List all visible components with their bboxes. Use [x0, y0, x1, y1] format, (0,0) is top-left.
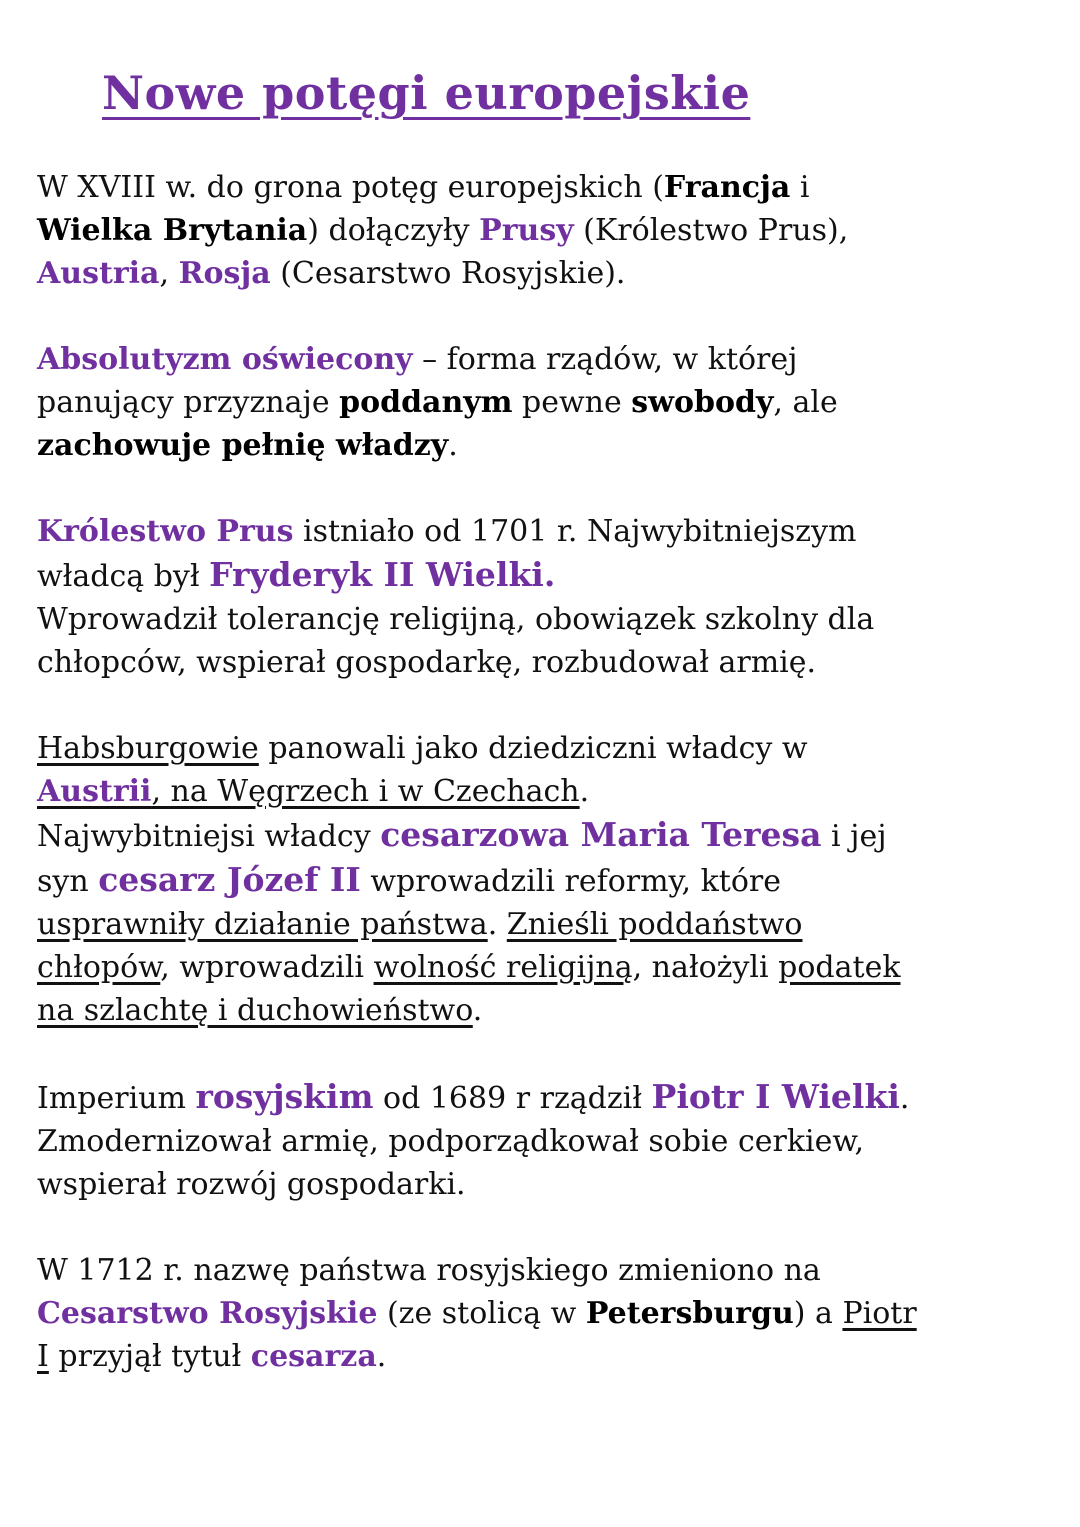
text-run: W XVIII w. do grona potęg europejskich (: [37, 170, 664, 205]
text-run: istniało od 1701 r. Najwybitniejszym: [293, 514, 857, 549]
page-title: Nowe potęgi europejskie: [102, 66, 751, 120]
text-run: Najwybitniejsi władcy: [37, 819, 381, 854]
text-run: (Królestwo Prus),: [573, 213, 849, 248]
text-line: [37, 338, 1047, 381]
text-run: ) dołączyły: [307, 213, 480, 248]
text-run: , nałożyli: [632, 950, 779, 985]
text-run: panujący przyznaje: [37, 385, 340, 420]
text-run: W 1712 r. nazwę państwa rosyjskiego zmieniono na: [37, 1253, 821, 1288]
text-run: chłopców, wspierał gospodarkę, rozbudował armię.: [37, 645, 817, 680]
emphasized-text: , na Węgrzech i w Czechach: [151, 774, 580, 809]
text-line: [37, 1335, 1047, 1378]
emphasized-text: usprawniły działanie państwa: [37, 907, 488, 942]
text-line: [37, 553, 1047, 598]
emphasized-text: Austrii: [37, 774, 152, 809]
emphasized-text: swobody: [631, 385, 774, 420]
text-run: .: [487, 907, 507, 942]
emphasized-text: Piotr I Wielki: [651, 1077, 900, 1116]
text-line: [37, 1075, 1047, 1120]
emphasized-text: Prusy: [479, 213, 574, 248]
emphasized-text: I: [37, 1339, 49, 1374]
text-line: [37, 166, 1047, 209]
emphasized-text: na szlachtę i duchowieństwo: [37, 993, 473, 1028]
document-body: [37, 166, 1047, 1421]
text-line: [37, 903, 1047, 946]
emphasized-text: Znieśli poddaństwo: [506, 907, 803, 942]
text-line: [37, 424, 1047, 467]
text-run: od 1689 r rządził: [373, 1081, 652, 1116]
text-run: wprowadzili reformy, które: [360, 864, 781, 899]
text-line: [37, 770, 1047, 813]
text-run: i: [790, 170, 810, 205]
emphasized-text: Habsburgowie: [37, 731, 259, 766]
paragraph: [37, 338, 1047, 467]
text-run: .: [899, 1081, 910, 1116]
emphasized-text: Królestwo Prus: [37, 514, 294, 549]
text-run: , ale: [773, 385, 838, 420]
text-run: (Cesarstwo Rosyjskie).: [270, 256, 626, 291]
text-line: [37, 1120, 1047, 1163]
text-line: [37, 641, 1047, 684]
text-run: ) a: [793, 1296, 843, 1331]
text-line: [37, 1292, 1047, 1335]
text-line: [37, 252, 1047, 295]
text-line: [37, 598, 1047, 641]
emphasized-text: cesarz Józef II: [98, 860, 361, 899]
emphasized-text: Wielka Brytania: [37, 213, 308, 248]
emphasized-text: wolność religijną: [373, 950, 633, 985]
text-run: (ze stolicą w: [377, 1296, 586, 1331]
text-run: .: [472, 993, 483, 1028]
text-line: [37, 858, 1047, 903]
text-line: [37, 813, 1047, 858]
emphasized-text: Austria: [37, 256, 160, 291]
text-run: – forma rządów, w której: [412, 342, 798, 377]
text-run: panowali jako dziedziczni władcy w: [258, 731, 808, 766]
emphasized-text: Fryderyk II Wielki.: [209, 555, 556, 594]
emphasized-text: Francja: [663, 170, 791, 205]
text-run: władcą był: [37, 559, 210, 594]
text-run: i jej: [821, 819, 887, 854]
text-line: [37, 946, 1047, 989]
emphasized-text: Piotr: [842, 1296, 917, 1331]
emphasized-text: zachowuje pełnię władzy: [37, 428, 449, 463]
emphasized-text: poddanym: [339, 385, 513, 420]
text-run: syn: [37, 864, 99, 899]
emphasized-text: Rosja: [178, 256, 271, 291]
text-run: Imperium: [37, 1081, 196, 1116]
text-run: .: [448, 428, 458, 463]
emphasized-text: Cesarstwo Rosyjskie: [37, 1296, 378, 1331]
text-line: [37, 727, 1047, 770]
text-run: .: [376, 1339, 387, 1374]
text-line: [37, 381, 1047, 424]
emphasized-text: cesarzowa Maria Teresa: [380, 815, 822, 854]
text-line: [37, 1249, 1047, 1292]
text-run: ,: [159, 256, 179, 291]
text-run: Wprowadził tolerancję religijną, obowiązek szkolny dla: [37, 602, 875, 637]
emphasized-text: cesarza: [250, 1339, 377, 1374]
paragraph: [37, 166, 1047, 295]
paragraph: [37, 510, 1047, 684]
emphasized-text: chłopów: [37, 950, 161, 985]
text-line: [37, 1163, 1047, 1206]
text-run: pewne: [512, 385, 632, 420]
text-run: przyjął tytuł: [48, 1339, 251, 1374]
emphasized-text: rosyjskim: [195, 1077, 374, 1116]
text-line: [37, 989, 1047, 1032]
emphasized-text: podatek: [778, 950, 901, 985]
text-line: [37, 510, 1047, 553]
text-run: , wprowadzili: [160, 950, 374, 985]
paragraph: [37, 1249, 1047, 1378]
text-line: [37, 209, 1047, 252]
text-run: wspierał rozwój gospodarki.: [37, 1167, 466, 1202]
emphasized-text: Absolutyzm oświecony: [37, 342, 413, 377]
text-run: .: [579, 774, 590, 809]
paragraph: [37, 1075, 1047, 1206]
paragraph: [37, 727, 1047, 1032]
emphasized-text: Petersburgu: [585, 1296, 794, 1331]
text-run: Zmodernizował armię, podporządkował sobie cerkiew,: [37, 1124, 865, 1159]
